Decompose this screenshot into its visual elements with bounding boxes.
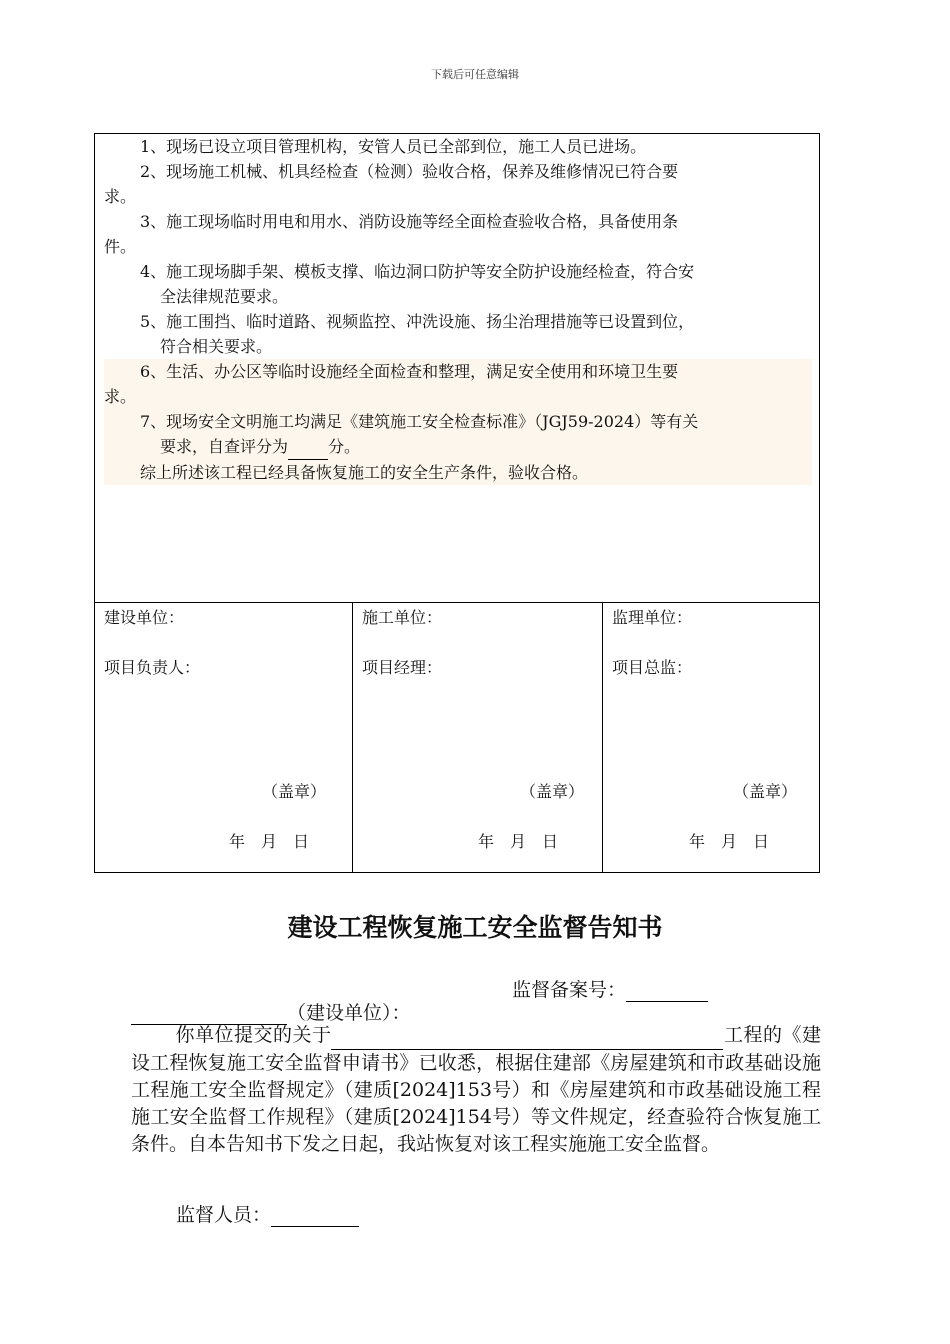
checklist-item-1: 1、现场已设立项目管理机构，安管人员已全部到位，施工人员已进场。 <box>140 137 647 156</box>
supervisor-line <box>176 1200 359 1227</box>
supervisor-blank[interactable] <box>271 1204 359 1227</box>
self-score-label: 要求，自查评分为 <box>160 437 289 456</box>
checklist-item-5-cont: 符合相关要求。 <box>160 337 273 356</box>
seal-col1: （盖章） <box>262 782 327 801</box>
record-number <box>512 975 708 1002</box>
addressee-line <box>131 998 411 1025</box>
contractor-unit-label: 施工单位： <box>362 608 443 627</box>
checklist-conclusion: 综上所述该工程已经具备恢复施工的安全生产条件，验收合格。 <box>104 460 812 485</box>
supervisor-label: 监督人员： <box>176 1204 272 1226</box>
self-score-unit: 分。 <box>328 437 361 456</box>
date-col3: 年 月 日 <box>689 832 770 851</box>
checklist-item-4: 4、施工现场脚手架、模板支撑、临边洞口防护等安全防护设施经检查，符合安 <box>140 262 695 281</box>
notice-body-pre: 你单位提交的关于 <box>175 1024 332 1046</box>
checklist-item-6-cont: 求。 <box>104 384 812 409</box>
project-manager-label: 项目经理： <box>362 658 443 677</box>
checklist-item-7: 7、现场安全文明施工均满足《建筑施工安全检查标准》（JGJ59-2024）等有关 <box>104 409 812 434</box>
notice-title: 建设工程恢复施工安全监督告知书 <box>287 913 663 942</box>
checklist-item-3-cont: 件。 <box>104 237 137 256</box>
project-name-blank[interactable] <box>331 1022 723 1050</box>
project-leader-label: 项目负责人： <box>104 658 201 677</box>
addressee-suffix: （建设单位）： <box>287 1002 411 1024</box>
chief-supervisor-label: 项目总监： <box>612 658 693 677</box>
sign-col-divider-2 <box>602 602 603 873</box>
checklist-item-3: 3、施工现场临时用电和用水、消防设施等经全面检查验收合格，具备使用条 <box>140 212 679 231</box>
date-col1: 年 月 日 <box>229 832 310 851</box>
checklist-item-6: 6、生活、办公区等临时设施经全面检查和整理，满足安全使用和环境卫生要 <box>104 359 812 384</box>
header-note: 下载后可任意编辑 <box>431 68 519 81</box>
sign-col-divider-1 <box>352 602 353 873</box>
seal-col2: （盖章） <box>520 782 585 801</box>
sign-row-divider <box>94 602 820 603</box>
construction-unit-label: 建设单位： <box>104 608 185 627</box>
notice-body-post: 工程的《建设工程恢复施工安全监督申请书》已收悉，根据住建部《房屋建筑和市政基础设施工程施工安全监督规定》（建质[2024]153号）和《房屋建筑和市政基础设施工程施工安全监督工作规程》（建质[2024]154号）等文件规定，经查验符合恢复施工条件。自本告知书下发之日起，我站恢复对该工程实施施工安全监督。 <box>131 1024 821 1155</box>
record-number-blank[interactable] <box>626 979 708 1002</box>
date-col2: 年 月 日 <box>478 832 559 851</box>
record-number-label: 监督备案号： <box>512 979 627 1001</box>
checklist <box>104 134 812 485</box>
checklist-item-2-cont: 求。 <box>104 187 137 206</box>
checklist-item-7-cont <box>104 434 812 460</box>
checklist-item-2: 2、现场施工机械、机具经检查（检测）验收合格，保养及维修情况已符合要 <box>140 162 679 181</box>
seal-col3: （盖章） <box>733 782 798 801</box>
notice-body <box>131 1022 821 1158</box>
supervision-unit-label: 监理单位： <box>612 608 693 627</box>
checklist-item-5: 5、施工围挡、临时道路、视频监控、冲洗设施、扬尘治理措施等已设置到位， <box>140 312 695 331</box>
self-score-blank[interactable] <box>288 434 328 460</box>
checklist-item-4-cont: 全法律规范要求。 <box>160 287 289 306</box>
